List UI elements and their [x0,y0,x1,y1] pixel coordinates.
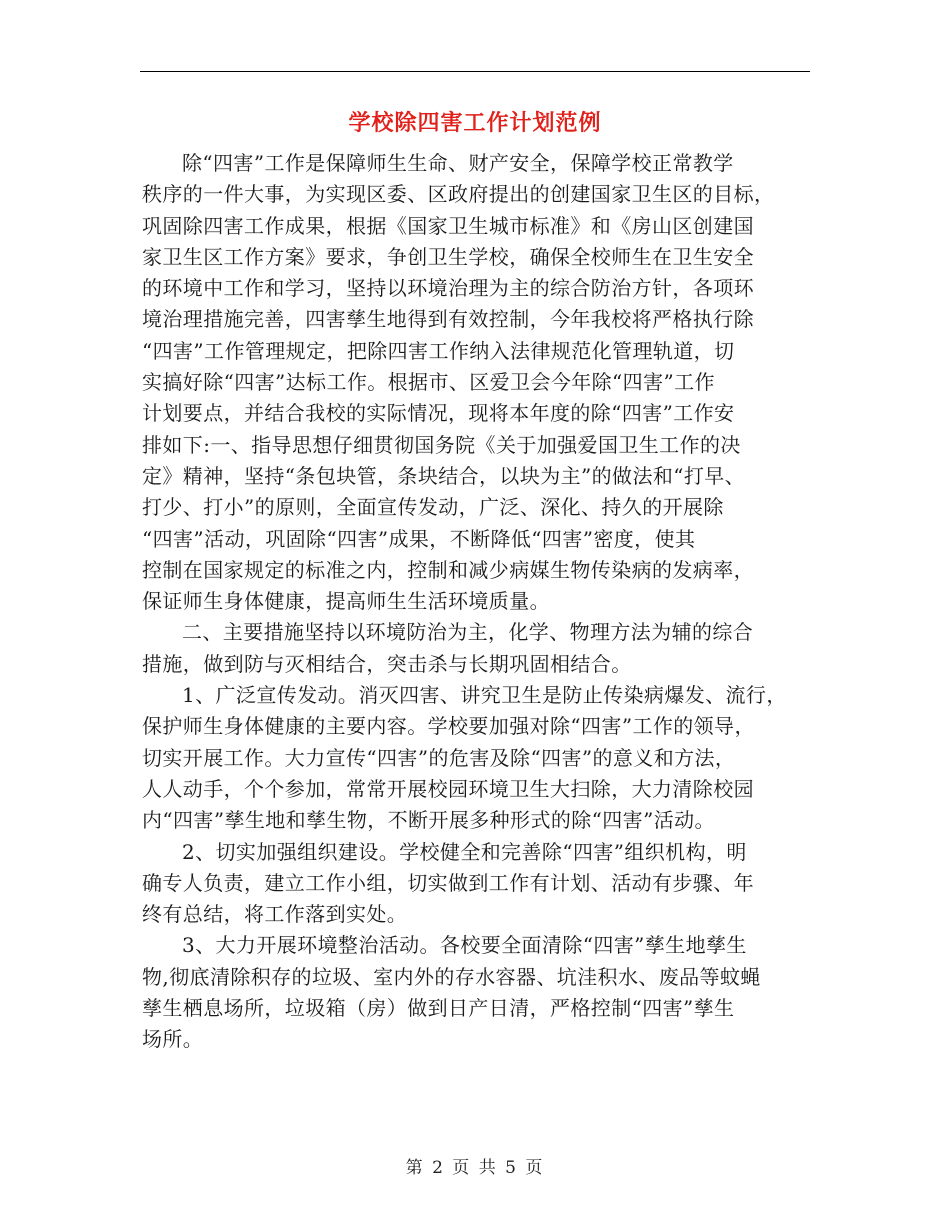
body-line: 家卫生区工作方案》要求，争创卫生学校，确保全校师生在卫生安全 [142,244,754,269]
body-line: 定》精神，坚持“条包块管，条块结合，以块为主”的做法和“打早、 [142,463,746,488]
body-line: 保护师生身体健康的主要内容。学校要加强对除“四害”工作的领导， [142,714,755,739]
page-footer: 第 2 页 共 5 页 [405,1158,545,1178]
document-body [142,148,806,1056]
body-line: 实搞好除“四害”达标工作。根据市、区爱卫会今年除“四害”工作 [142,370,715,395]
body-line: “四害”活动，巩固除“四害”成果，不断降低“四害”密度，使其 [142,526,696,551]
body-line: 2、切实加强组织建设。学校健全和完善除“四害”组织机构，明 [182,839,747,864]
body-line: 巩固除四害工作成果，根据《国家卫生城市标准》和《房山区创建国 [142,213,754,238]
document-title: 学校除四害工作计划范例 [348,111,602,136]
body-line: 计划要点，并结合我校的实际情况，现将本年度的除“四害”工作安 [142,401,735,426]
body-line: 场所。 [142,1027,204,1052]
body-line: 保证师生身体健康，提高师生生活环境质量。 [142,589,550,614]
body-line: 内“四害”孳生地和孳生物，不断开展多种形式的除“四害”活动。 [142,808,715,833]
body-line: 排如下:一、指导思想仔细贯彻国务院《关于加强爱国卫生工作的决 [142,432,741,457]
body-line: 孳生栖息场所，垃圾箱（房）做到日产日清，严格控制“四害”孳生 [142,996,735,1021]
body-line: 打少、打小”的原则，全面宣传发动，广泛、深化、持久的开展除 [142,495,724,520]
body-line: 境治理措施完善，四害孳生地得到有效控制，今年我校将严格执行除 [142,307,754,332]
body-line: 物,彻底清除积存的垃圾、室内外的存水容器、坑洼积水、废品等蚊蝇 [142,964,761,989]
body-line: 终有总结，将工作落到实处。 [142,902,408,927]
body-line: 确专人负责，建立工作小组，切实做到工作有计划、活动有步骤、年 [142,870,754,895]
body-line: 切实开展工作。大力宣传“四害”的危害及除“四害”的意义和方法， [142,745,736,770]
body-line: 3、大力开展环境整治活动。各校要全面清除“四害”孳生地孳生 [182,933,747,958]
body-line: 1、广泛宣传发动。消灭四害、讲究卫生是防止传染病爆发、流行， [182,683,787,708]
header-rule [140,71,810,72]
body-line: 除“四害”工作是保障师生生命、财产安全，保障学校正常教学 [182,151,734,175]
body-line: 秩序的一件大事，为实现区委、区政府提出的创建国家卫生区的目标， [142,182,775,207]
body-line: 控制在国家规定的标准之内，控制和减少病媒生物传染病的发病率， [142,557,754,582]
body-line: 二、主要措施坚持以环境防治为主，化学、物理方法为辅的综合 [182,620,754,645]
body-line: 措施，做到防与灭相结合，突击杀与长期巩固相结合。 [142,651,632,676]
body-line: 的环境中工作和学习，坚持以环境治理为主的综合防治方针，各项环 [142,276,754,301]
body-line: 人人动手，个个参加，常常开展校园环境卫生大扫除，大力清除校园 [142,776,754,801]
body-line: “四害”工作管理规定，把除四害工作纳入法律规范化管理轨道，切 [142,338,735,363]
